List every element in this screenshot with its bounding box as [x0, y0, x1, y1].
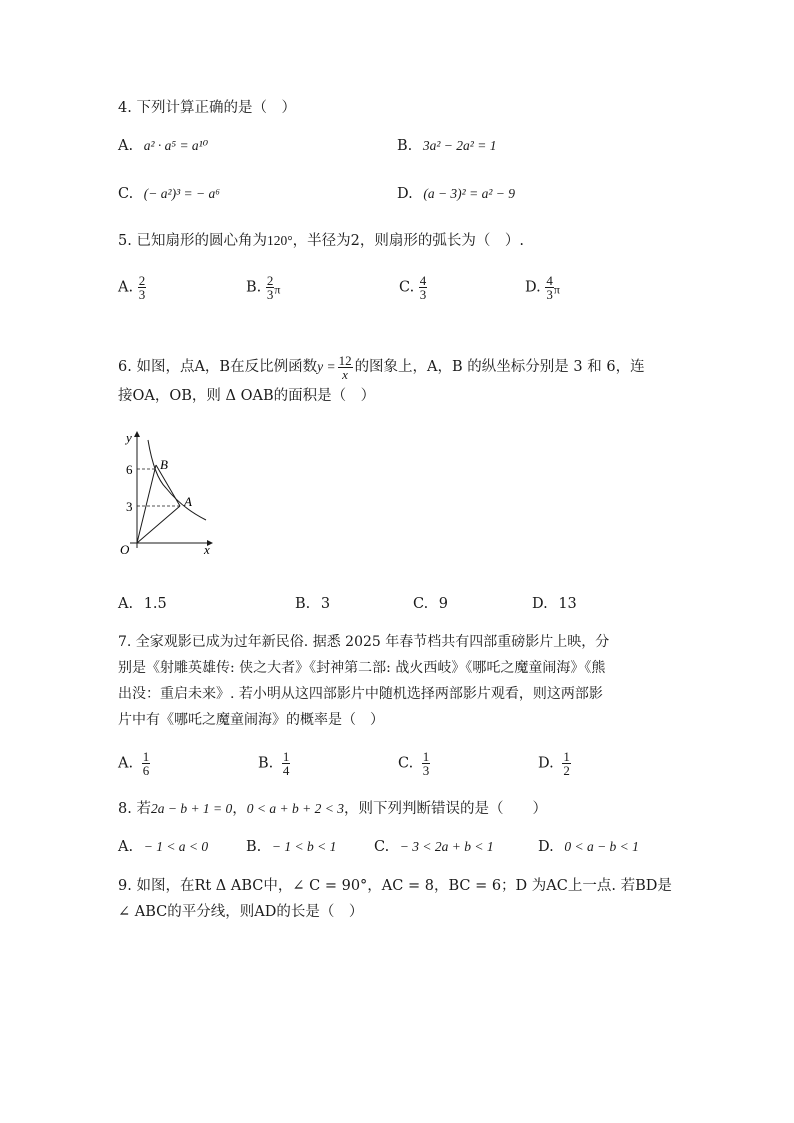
q8-stem [118, 799, 547, 819]
q8-condition-2: 0 < a + b + 2 < 3 [246, 801, 344, 816]
q7-option-c[interactable] [398, 750, 430, 777]
option-label: A. [118, 596, 134, 612]
y-axis-label: y [126, 430, 132, 445]
q5-stem-text: 5. 已知扇形的圆心角为 [118, 233, 267, 249]
q5-stem [118, 231, 524, 251]
option-value: 13 [558, 596, 577, 612]
q6-stem-line2: 接OA，OB，则 Δ OAB的面积是（ ） [118, 388, 376, 404]
q8-option-d[interactable] [538, 837, 639, 857]
pi-symbol: π [553, 282, 560, 297]
option-fraction: $\frac{1}{3}$ [422, 749, 430, 778]
q5-angle: 120° [266, 233, 293, 248]
q6-option-a[interactable] [118, 594, 167, 614]
option-label: C. [374, 839, 390, 855]
option-fraction: $\frac{1}{2}$ [563, 749, 570, 778]
option-expr: − 3 < 2a + b < 1 [399, 839, 494, 854]
q8-condition-1: 2a − b + 1 = 0 [150, 801, 233, 816]
option-label: A. [118, 138, 134, 154]
q6-stem-line1 [118, 352, 645, 382]
option-value: 9 [438, 596, 449, 612]
q4-option-c[interactable] [118, 184, 220, 204]
option-expr: (a − 3)² = a² − 9 [423, 186, 515, 201]
option-expr: − 1 < a < 0 [143, 839, 209, 854]
option-expr: a² · a⁵ = a¹⁰ [143, 138, 209, 153]
q7-option-a[interactable] [118, 750, 150, 777]
option-fraction: $\frac{1}{4}$ [282, 749, 290, 778]
q9-stem-line1: 9. 如图，在Rt Δ ABC中，∠ C = 90°，AC = 8，BC = 6；D 为AC上一点. 若BD是 [118, 878, 672, 894]
q7-option-d[interactable] [538, 750, 571, 777]
q5-option-c[interactable] [399, 274, 427, 301]
q7-stem-line1: 7. 全家观影已成为过年新民俗. 据悉 2025 年春节档共有四部重磅影片上映，分 [118, 634, 610, 650]
q6-figure [110, 426, 220, 560]
option-label: A. [118, 279, 134, 296]
option-expr: (− a²)³ = − a⁶ [143, 186, 220, 201]
option-label: D. [532, 596, 548, 612]
q6-option-c[interactable] [413, 594, 448, 614]
q4-option-d[interactable] [397, 184, 515, 204]
q6-function-lhs: y = [317, 359, 336, 374]
q8-stem-text-end: ，则下列判断错误的是（ ） [344, 801, 547, 817]
q8-separator: ， [232, 801, 247, 817]
q8-option-b[interactable] [246, 837, 336, 857]
option-fraction: $\frac{4}{3}$ [546, 273, 553, 302]
option-expr: 0 < a − b < 1 [564, 839, 639, 854]
q5-stem-text-end: ，半径为2，则扇形的弧长为（ ）. [292, 233, 524, 249]
option-expr: 3a² − 2a² = 1 [422, 138, 497, 153]
q7-stem-line4: 片中有《哪吒之魔童闹海》的概率是（ ） [118, 712, 384, 728]
q7-stem-line2: 别是《射雕英雄传: 侠之大者》《封神第二部: 战火西岐》《哪吒之魔童闹海》《熊 [118, 660, 606, 676]
q6-function-fraction: $\frac{12}{x}$ [338, 352, 352, 382]
option-label: C. [399, 279, 415, 296]
tick-label-6: 6 [126, 462, 133, 477]
option-label: C. [413, 596, 429, 612]
option-expr: − 1 < b < 1 [271, 839, 337, 854]
q5-option-b[interactable] [246, 274, 280, 301]
q4-option-a[interactable] [118, 136, 208, 156]
option-fraction: $\frac{2}{3}$ [266, 273, 274, 302]
option-label: D. [538, 839, 554, 855]
point-a-label: A [184, 494, 192, 509]
pi-symbol: π [274, 282, 281, 297]
option-label: A. [118, 839, 134, 855]
q7-stem-line3: 出没：重启未来》. 若小明从这四部影片中随机选择两部影片观看，则这两部影 [118, 686, 603, 702]
option-fraction: $\frac{4}{3}$ [419, 273, 427, 302]
q4-stem: 4. 下列计算正确的是（ ） [118, 100, 296, 116]
option-fraction: $\frac{2}{3}$ [138, 273, 146, 302]
q4-option-b[interactable] [397, 136, 496, 156]
q6-option-b[interactable] [295, 594, 330, 614]
q7-option-b[interactable] [258, 750, 290, 777]
point-b-label: B [160, 457, 168, 472]
option-label: B. [246, 279, 262, 296]
q5-option-d[interactable] [525, 274, 560, 301]
option-value: 1.5 [143, 596, 167, 612]
option-label: D. [538, 755, 554, 772]
q6-stem-text-end: 的图象上，A，B 的纵坐标分别是 3 和 6，连 [354, 359, 645, 375]
q6-stem-text: 6. 如图，点A，B在反比例函数 [118, 359, 318, 375]
q5-option-a[interactable] [118, 274, 146, 301]
option-label: D. [397, 186, 413, 202]
option-label: B. [295, 596, 311, 612]
origin-label: O [120, 542, 130, 557]
option-label: C. [398, 755, 414, 772]
option-label: D. [525, 279, 541, 296]
option-label: B. [397, 138, 413, 154]
segment-ob [137, 465, 156, 543]
tick-label-3: 3 [126, 499, 133, 514]
q8-option-a[interactable] [118, 837, 208, 857]
q8-option-c[interactable] [374, 837, 494, 857]
option-label: B. [258, 755, 274, 772]
segment-oa [137, 506, 180, 543]
q6-option-d[interactable] [532, 594, 577, 614]
option-fraction: $\frac{1}{6}$ [142, 749, 150, 778]
q8-stem-text: 8. 若 [118, 801, 151, 817]
option-label: A. [118, 755, 134, 772]
option-value: 3 [320, 596, 331, 612]
x-axis-label: x [204, 542, 210, 557]
option-label: C. [118, 186, 134, 202]
option-label: B. [246, 839, 262, 855]
q9-stem-line2: ∠ ABC的平分线，则AD的长是（ ） [118, 904, 364, 920]
